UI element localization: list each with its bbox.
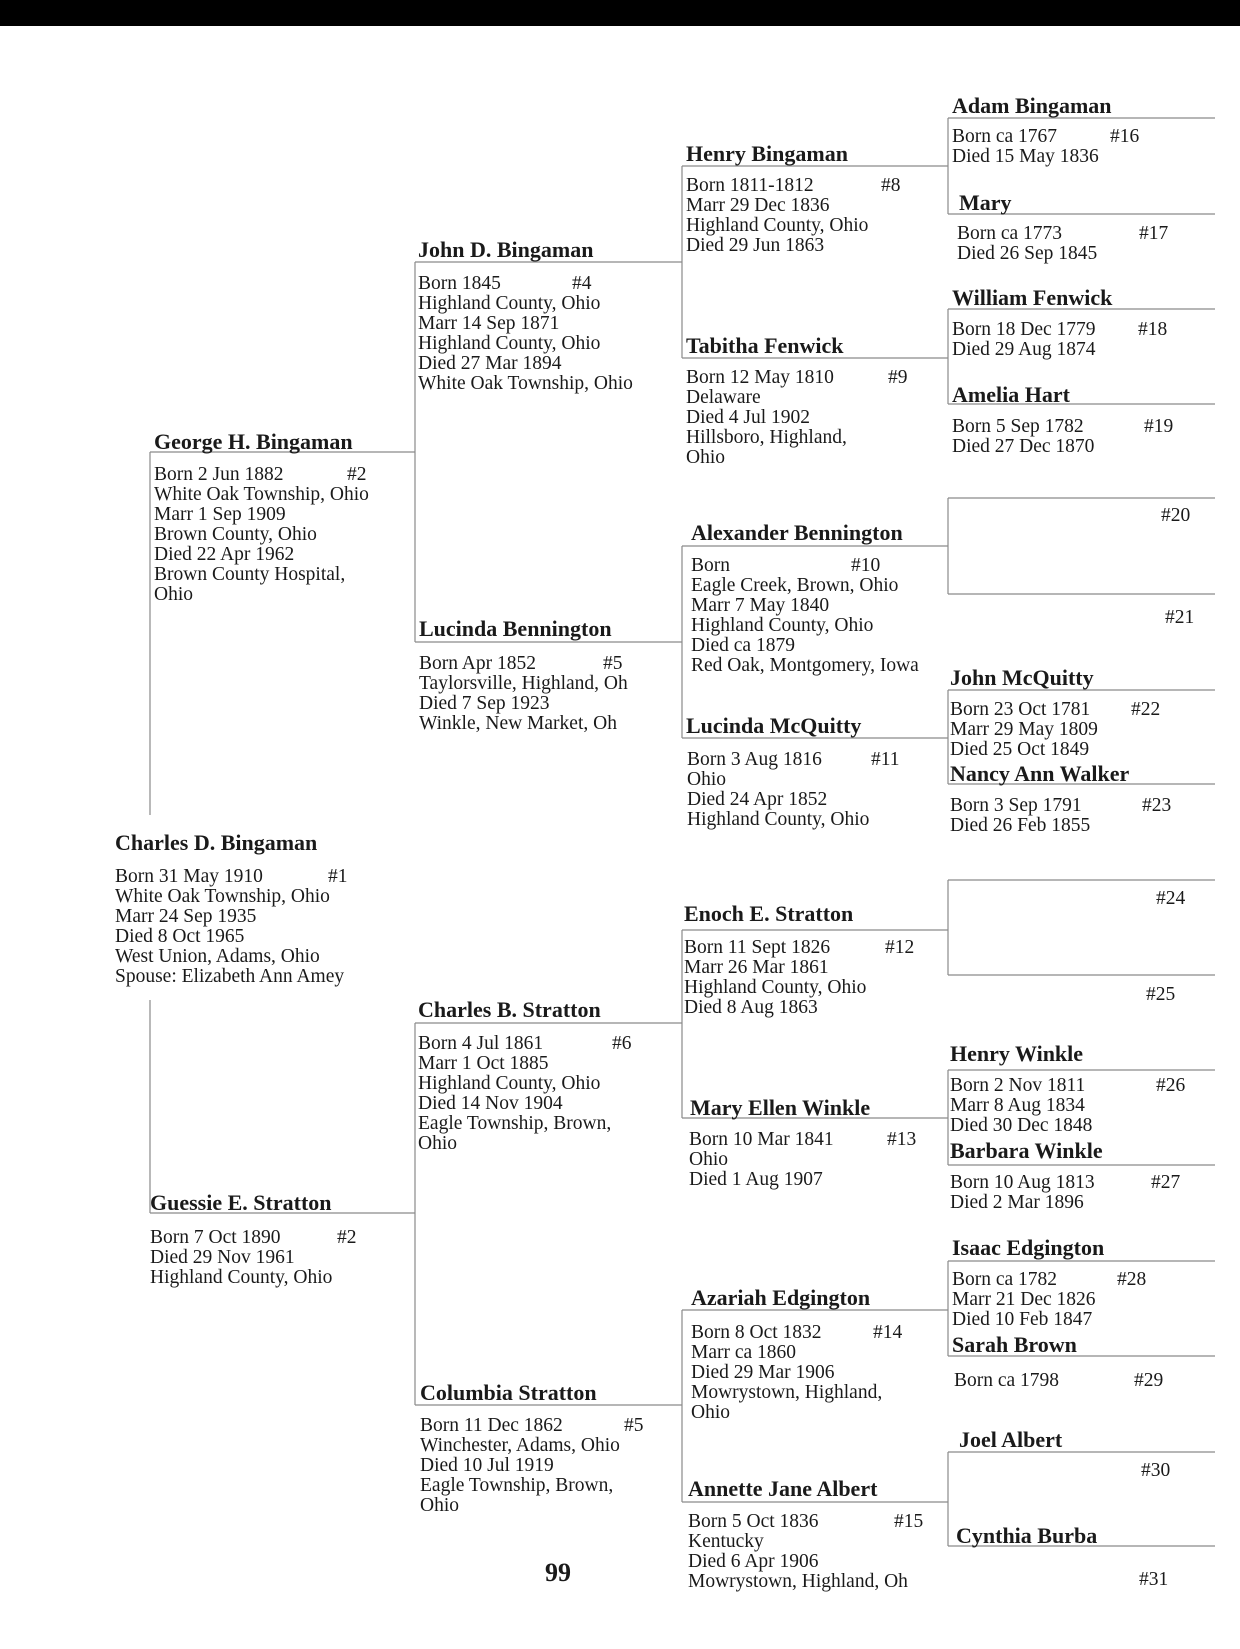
person-number: #27	[1151, 1172, 1181, 1193]
person-name: Henry Bingaman	[686, 141, 848, 166]
person-details: Born 8 Oct 1832 Marr ca 1860 Died 29 Mar 1906 Mowrystown, Highland, Ohio	[691, 1322, 883, 1423]
person-name: Lucinda Bennington	[419, 616, 612, 641]
person-number: #26	[1156, 1075, 1186, 1096]
person-details: Born Apr 1852 Taylorsville, Highland, Oh Died 7 Sep 1923 Winkle, New Market, Oh	[419, 653, 628, 734]
person-number: #25	[1146, 984, 1176, 1005]
person-number: #6	[612, 1033, 632, 1054]
person-name: William Fenwick	[952, 285, 1113, 310]
person-name: Mary	[959, 190, 1012, 215]
person-details: Born 4 Jul 1861 Marr 1 Oct 1885 Highland County, Ohio Died 14 Nov 1904 Eagle Township, Brown, Ohio	[418, 1033, 612, 1154]
person-details: Born 3 Aug 1816 Ohio Died 24 Apr 1852 Highland County, Ohio	[687, 749, 870, 830]
person-details: Born 3 Sep 1791 Died 26 Feb 1855	[950, 795, 1091, 836]
person-number: #10	[851, 555, 881, 576]
person-details: Born 2 Nov 1811 Marr 8 Aug 1834 Died 30 Dec 1848	[950, 1075, 1093, 1136]
person-details: Born 31 May 1910 White Oak Township, Ohio Marr 24 Sep 1935 Died 8 Oct 1965 West Union, Adams, Ohio Spouse: Elizabeth Ann Amey	[115, 866, 345, 987]
person-name: Barbara Winkle	[950, 1138, 1103, 1163]
person-details: Born 5 Oct 1836 Kentucky Died 6 Apr 1906 Mowrystown, Highland, Oh	[688, 1511, 908, 1592]
person-details: Born 23 Oct 1781 Marr 29 May 1809 Died 25 Oct 1849	[950, 699, 1098, 760]
person-name: Cynthia Burba	[956, 1523, 1098, 1548]
person-name: John McQuitty	[950, 665, 1094, 690]
person-name: Amelia Hart	[952, 382, 1070, 407]
person-name: Charles D. Bingaman	[115, 830, 318, 855]
person-number: #2	[337, 1227, 357, 1248]
person-number: #14	[873, 1322, 903, 1343]
person-number: #2	[347, 464, 367, 485]
person-name: Charles B. Stratton	[418, 997, 601, 1022]
person-details: Born 18 Dec 1779 Died 29 Aug 1874	[952, 319, 1096, 360]
person-details: Born 11 Dec 1862 Winchester, Adams, Ohio Died 10 Jul 1919 Eagle Township, Brown, Ohio	[420, 1415, 620, 1516]
person-name: Annette Jane Albert	[688, 1476, 878, 1501]
person-name: Azariah Edgington	[691, 1285, 871, 1310]
person-details: Born 5 Sep 1782 Died 27 Dec 1870	[952, 416, 1095, 457]
person-number: #18	[1138, 319, 1168, 340]
person-details: Born ca 1782 Marr 21 Dec 1826 Died 10 Feb 1847	[952, 1269, 1096, 1330]
person-number: #12	[885, 937, 915, 958]
person-number: #15	[894, 1511, 924, 1532]
person-details: Born 11 Sept 1826 Marr 26 Mar 1861 Highland County, Ohio Died 8 Aug 1863	[684, 937, 867, 1018]
person-name: Nancy Ann Walker	[950, 761, 1130, 786]
person-number: #5	[624, 1415, 644, 1436]
person-number: #5	[603, 653, 623, 674]
person-details: Born 7 Oct 1890 Died 29 Nov 1961 Highland County, Ohio	[150, 1227, 333, 1288]
person-number: #31	[1139, 1569, 1169, 1590]
person-name: Isaac Edgington	[952, 1235, 1105, 1260]
person-details: Born ca 1798	[954, 1370, 1060, 1391]
person-details: Born 1845 Highland County, Ohio Marr 14 Sep 1871 Highland County, Ohio Died 27 Mar 1894 White Oak Township, Ohio	[418, 273, 633, 394]
person-number: #28	[1117, 1269, 1147, 1290]
person-name: Alexander Bennington	[691, 520, 903, 545]
person-number: #22	[1131, 699, 1161, 720]
person-details: Born ca 1773 Died 26 Sep 1845	[957, 223, 1098, 264]
person-details: Born Eagle Creek, Brown, Ohio Marr 7 May 1840 Highland County, Ohio Died ca 1879 Red Oak, Montgomery, Iowa	[691, 555, 919, 676]
person-name: Tabitha Fenwick	[686, 333, 844, 358]
person-number: #20	[1161, 505, 1191, 526]
person-number: #11	[871, 749, 900, 770]
person-number: #21	[1165, 607, 1195, 628]
person-number: #8	[881, 175, 901, 196]
person-details: Born 10 Mar 1841 Ohio Died 1 Aug 1907	[689, 1129, 834, 1190]
person-details: Born 1811-1812 Marr 29 Dec 1836 Highland County, Ohio Died 29 Jun 1863	[686, 175, 869, 256]
person-name: Enoch E. Stratton	[684, 901, 854, 926]
person-name: George H. Bingaman	[154, 429, 353, 454]
person-name: John D. Bingaman	[418, 237, 594, 262]
person-number: #24	[1156, 888, 1186, 909]
person-name: Henry Winkle	[950, 1041, 1084, 1066]
person-details: Born 10 Aug 1813 Died 2 Mar 1896	[950, 1172, 1095, 1213]
person-name: Joel Albert	[959, 1427, 1063, 1452]
person-name: Guessie E. Stratton	[150, 1190, 332, 1215]
person-number: #17	[1139, 223, 1169, 244]
person-details: Born 12 May 1810 Delaware Died 4 Jul 1902 Hillsboro, Highland, Ohio	[686, 367, 847, 468]
person-details: Born ca 1767 Died 15 May 1836	[952, 126, 1099, 167]
page-number: 99	[545, 1558, 571, 1587]
person-name: Adam Bingaman	[952, 93, 1112, 118]
person-details: Born 2 Jun 1882 White Oak Township, Ohio Marr 1 Sep 1909 Brown County, Ohio Died 22 Apr 1962 Brown County Hospital, Ohio	[154, 464, 369, 605]
person-name: Sarah Brown	[952, 1332, 1077, 1357]
person-number: #4	[572, 273, 592, 294]
person-name: Columbia Stratton	[420, 1380, 597, 1405]
person-number: #13	[887, 1129, 917, 1150]
person-number: #9	[888, 367, 908, 388]
person-name: Lucinda McQuitty	[686, 713, 862, 738]
person-number: #1	[328, 866, 348, 887]
person-number: #29	[1134, 1370, 1164, 1391]
person-number: #19	[1144, 416, 1174, 437]
person-name: Mary Ellen Winkle	[690, 1095, 871, 1120]
person-number: #23	[1142, 795, 1172, 816]
person-number: #30	[1141, 1460, 1171, 1481]
person-number: #16	[1110, 126, 1140, 147]
